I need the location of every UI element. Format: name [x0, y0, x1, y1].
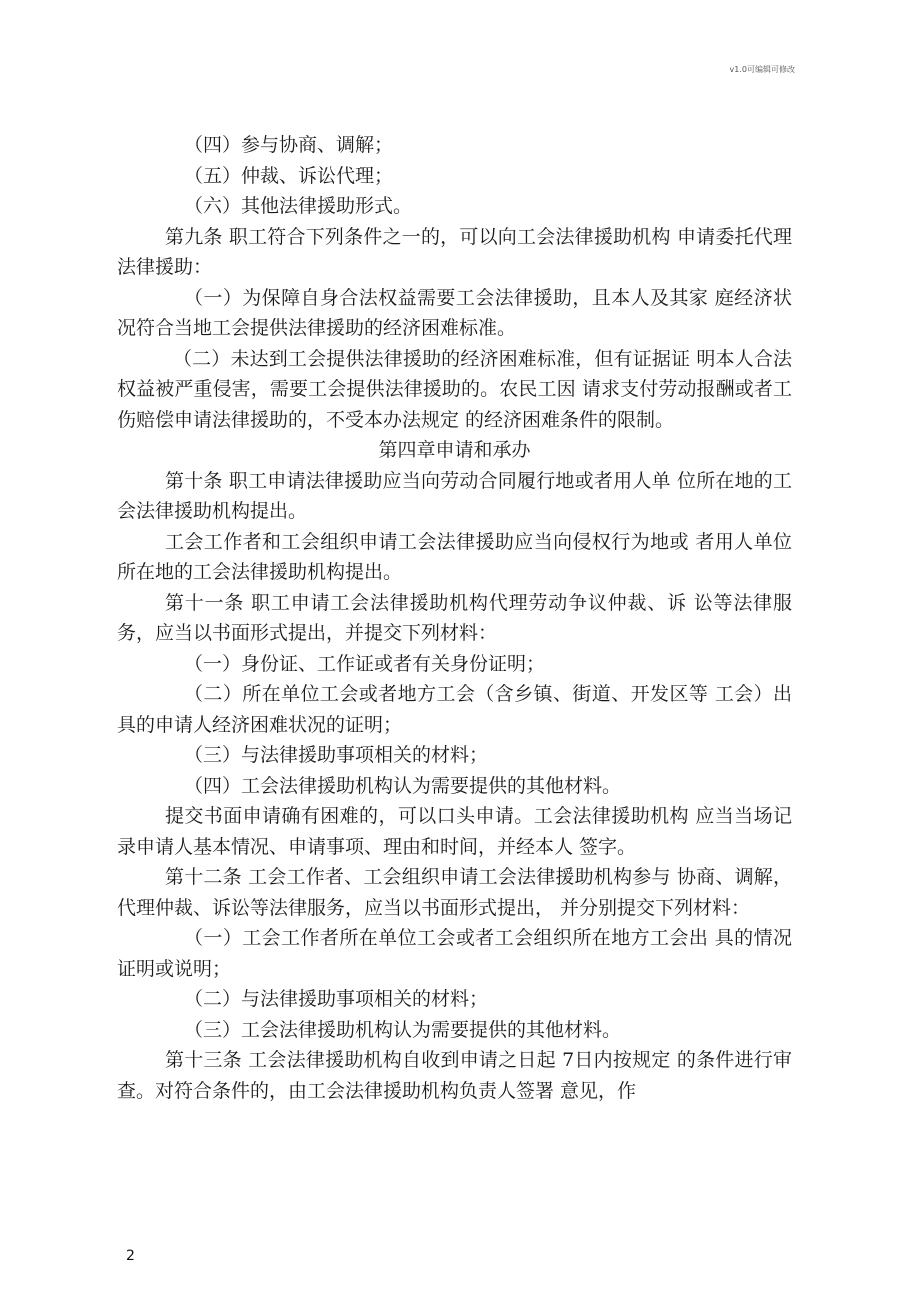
- paragraph: （二）所在单位工会或者地方工会（含乡镇、街道、开发区等 工会）出具的申请人经济困难状况的证明；: [117, 683, 792, 736]
- paragraph: （一）工会工作者所在单位工会或者工会组织所在地方工会出 具的情况证明或说明；: [117, 927, 792, 980]
- paragraph: 第十条 职工申请法律援助应当向劳动合同履行地或者用人单 位所在地的工会法律援助机构提出。: [117, 469, 792, 522]
- page-number: 2: [126, 1248, 135, 1264]
- paragraph: 第九条 职工符合下列条件之一的，可以向工会法律援助机构 申请委托代理法律援助：: [117, 225, 792, 278]
- paragraph: 第十三条 工会法律援助机构自收到申请之日起 7日内按规定 的条件进行审查。对符合条件的，由工会法律援助机构负责人签署 意见，作: [117, 1049, 792, 1102]
- document-watermark: v1.0可编辑可修改: [729, 65, 795, 74]
- chapter-heading: 第四章申请和承办: [378, 439, 531, 461]
- paragraph: （三）工会法律援助机构认为需要提供的其他材料。: [184, 1018, 622, 1041]
- paragraph: 第十一条 职工申请工会法律援助机构代理劳动争议仲裁、诉 讼等法律服务，应当以书面形式提出，并提交下列材料：: [117, 591, 792, 644]
- paragraph: （六）其他法律援助形式。: [184, 195, 413, 217]
- paragraph: （四）工会法律援助机构认为需要提供的其他材料。: [184, 774, 622, 797]
- paragraph: （二）与法律援助事项相关的材料；: [184, 988, 489, 1010]
- paragraph: （一）为保障自身合法权益需要工会法律援助，且本人及其家 庭经济状况符合当地工会提供法律援助的经济困难标准。: [117, 286, 792, 339]
- paragraph: 工会工作者和工会组织申请工会法律援助应当向侵权行为地或 者用人单位所在地的工会法律援助机构提出。: [117, 530, 792, 583]
- paragraph: （五）仲裁、诉讼代理；: [184, 164, 394, 187]
- paragraph: 第十二条 工会工作者、工会组织申请工会法律援助机构参与 协商、调解，代理仲裁、诉讼等法律服务，应当以书面形式提出， 并分别提交下列材料：: [117, 866, 792, 919]
- paragraph: （三）与法律援助事项相关的材料；: [184, 744, 489, 766]
- paragraph: （二）未达到工会提供法律援助的经济困难标准，但有证据证 明本人合法权益被严重侵害，需要工会提供法律援助的。农民工因 请求支付劳动报酬或者工伤赔偿申请法律援助的，不受本办法规定 的经济困难条件的限制。: [117, 347, 792, 431]
- paragraph: （一）身份证、工作证或者有关身份证明；: [184, 652, 546, 675]
- paragraph: 提交书面申请确有困难的，可以口头申请。工会法律援助机构 应当当场记录申请人基本情况、申请事项、理由和时间，并经本人 签字。: [117, 805, 792, 858]
- document-body: [117, 130, 792, 1106]
- paragraph: （四）参与协商、调解；: [184, 134, 394, 156]
